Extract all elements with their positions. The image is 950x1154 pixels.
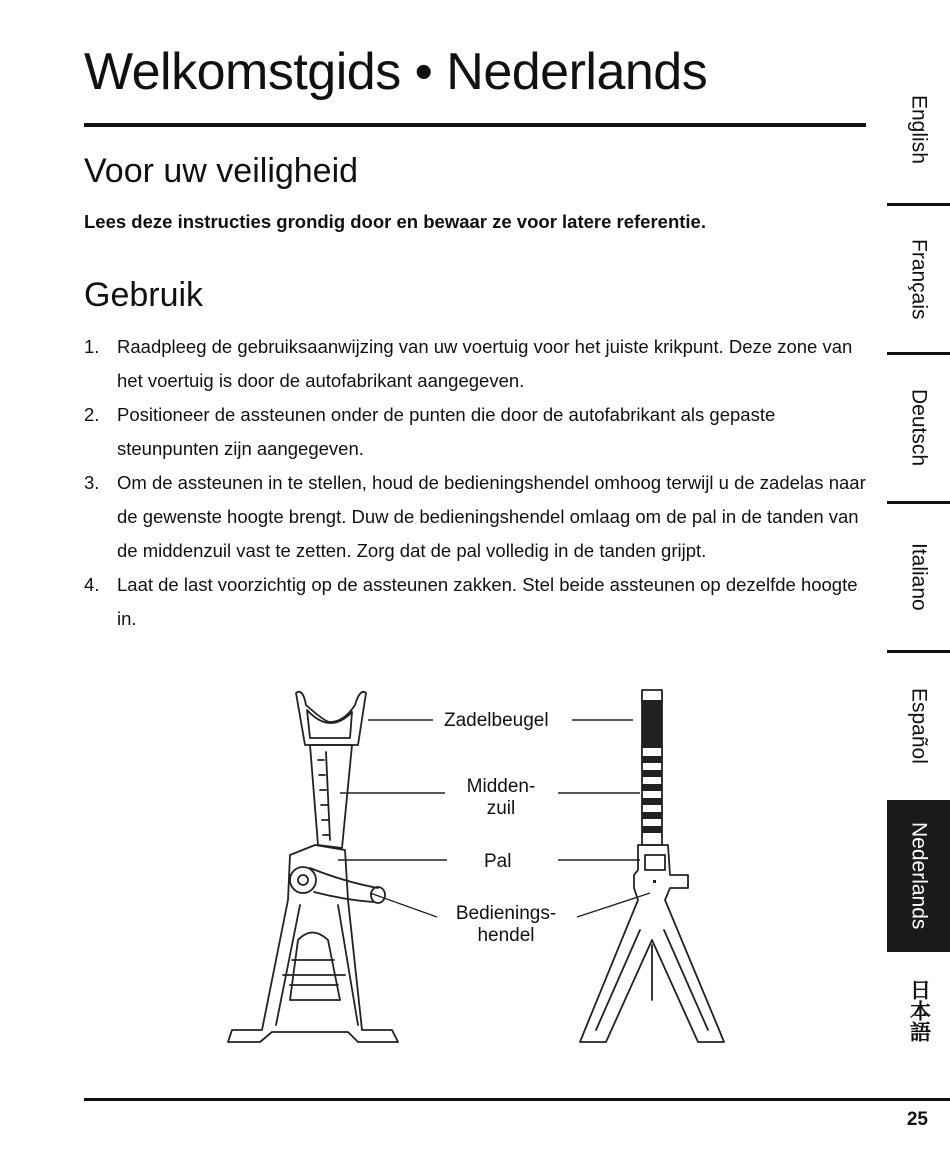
label-operating-lever xyxy=(447,903,565,947)
tab-label: Español xyxy=(907,688,931,764)
label-saddle: Zadelbeugel xyxy=(444,710,549,731)
step-text: Positioneer de assteunen onder de punten die door de autofabrikant als gepaste steunpunten zijn aangegeven. xyxy=(117,404,776,459)
step-number: 4. xyxy=(84,574,100,595)
step-number: 1. xyxy=(84,336,100,357)
tab-label: Nederlands xyxy=(907,822,931,930)
column-bands-right xyxy=(642,700,662,883)
label-pawl: Pal xyxy=(484,851,512,872)
usage-steps-list xyxy=(84,330,874,636)
label-center-column-line2: zuil xyxy=(486,798,516,819)
tab-label: Italiano xyxy=(907,543,931,611)
tab-label: 日本語 xyxy=(907,978,931,1042)
saddle-left xyxy=(296,692,366,745)
label-center-column xyxy=(458,776,544,820)
center-column-left xyxy=(310,745,352,848)
step-item xyxy=(84,466,874,568)
step-item xyxy=(84,330,874,398)
step-text: Laat de last voorzichtig op de assteunen zakken. Stel beide assteunen op dezelfde hoogte in. xyxy=(117,574,858,629)
label-operating-lever-line1: Bedienings- xyxy=(455,903,557,924)
center-column-right xyxy=(642,690,662,845)
tab-francais[interactable] xyxy=(887,206,950,352)
tab-japanese[interactable] xyxy=(887,960,950,1060)
tab-label: English xyxy=(907,94,931,164)
language-tabs xyxy=(887,55,950,1065)
tab-deutsch[interactable] xyxy=(887,355,950,501)
step-item xyxy=(84,398,874,466)
tab-label: Français xyxy=(907,238,931,320)
label-center-column-line1: Midden- xyxy=(466,776,536,797)
page-number: 25 xyxy=(906,1109,928,1130)
usage-heading: Gebruik xyxy=(84,276,204,314)
label-operating-lever-line2: hendel xyxy=(477,925,535,946)
step-number: 2. xyxy=(84,404,100,425)
tab-espanol[interactable] xyxy=(887,653,950,799)
tab-nederlands[interactable] xyxy=(887,800,950,952)
safety-heading: Voor uw veiligheid xyxy=(84,152,359,190)
tab-label: Deutsch xyxy=(907,389,931,467)
step-item xyxy=(84,568,874,636)
safety-note: Lees deze instructies grondig door en bewaar ze voor latere referentie. xyxy=(84,211,706,232)
step-number: 3. xyxy=(84,472,100,493)
stand-body-left xyxy=(228,845,398,1042)
footer-divider xyxy=(84,1098,950,1101)
step-text: Om de assteunen in te stellen, houd de bedieningshendel omhoog terwijl u de zadelas naar de gewenste hoogte brengt. Duw de bedieningshendel omlaag om de pal in de tanden van de middenzuil vast te zetten. Zorg dat de pal volledig in de tanden grijpt. xyxy=(117,472,866,561)
page-title: Welkomstgids • Nederlands xyxy=(84,43,708,101)
title-divider xyxy=(84,123,866,127)
step-text: Raadpleeg de gebruiksaanwijzing van uw voertuig voor het juiste krikpunt. Deze zone van het voertuig is door de autofabrikant aangegeven. xyxy=(117,336,853,391)
tab-english[interactable] xyxy=(887,55,950,203)
stand-body-right xyxy=(580,845,724,1042)
tab-italiano[interactable] xyxy=(887,504,950,650)
handle-left xyxy=(290,867,385,903)
